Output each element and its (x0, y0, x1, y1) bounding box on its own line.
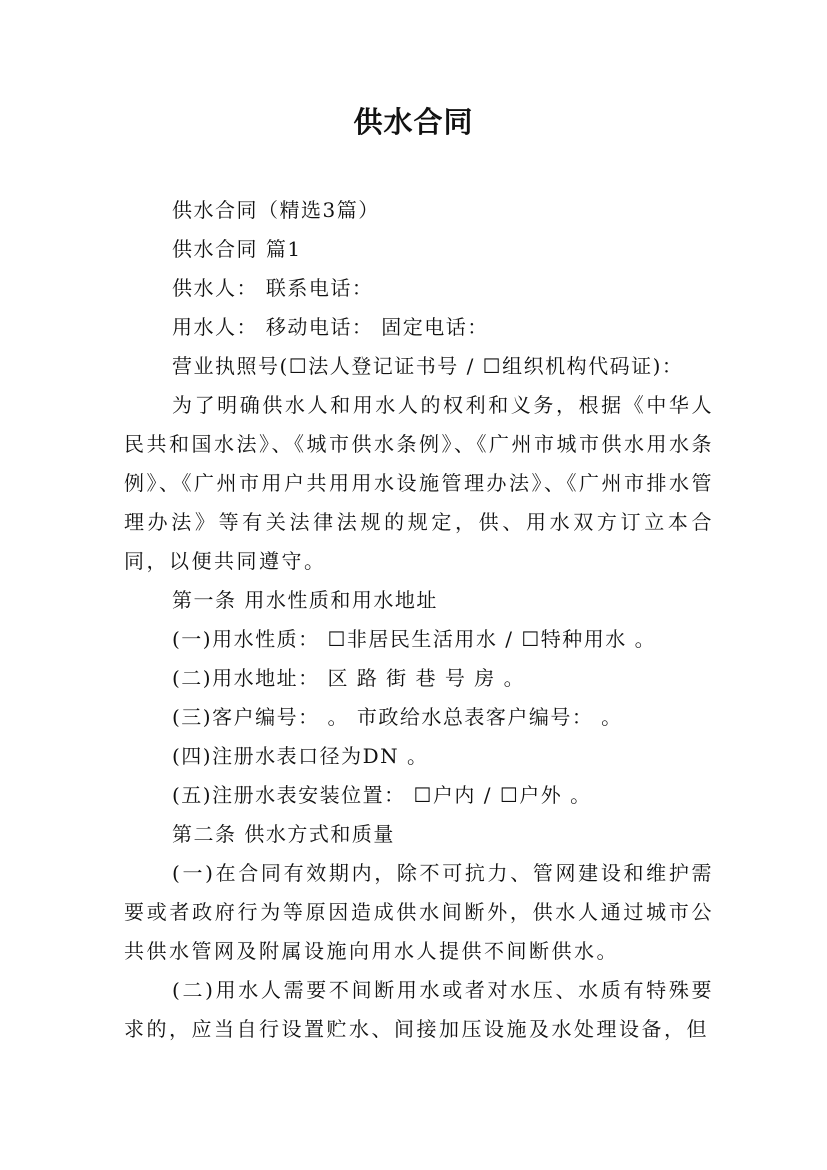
paragraph-item-1-1: (一)用水性质： ☐非居民生活用水 / ☐特种用水 。 (172, 627, 657, 651)
paragraph-user: 用水人： 移动电话： 固定电话： (172, 315, 489, 339)
paragraph-item-1-5: (五)注册水表安装位置： ☐户内 / ☐户外 。 (172, 783, 592, 807)
paragraph-subtitle: 供水合同（精选3篇） (172, 198, 380, 222)
paragraph-item-1-4: (四)注册水表口径为DN 。 (172, 744, 429, 768)
paragraph-article-1: 第一条 用水性质和用水地址 (172, 588, 438, 612)
document-body (124, 191, 714, 1049)
paragraph-item-1-2: (二)用水地址： 区 路 街 巷 号 房 。 (172, 666, 526, 690)
paragraph-license: 营业执照号(☐法人登记证书号 / ☐组织机构代码证)： (172, 354, 684, 378)
paragraph-item-1-3: (三)客户编号： 。 市政给水总表客户编号： 。 (172, 705, 623, 729)
paragraph-supplier: 供水人： 联系电话： (172, 276, 374, 300)
paragraph-preamble: 为了明确供水人和用水人的权利和义务，根据《中华人民共和国水法》、《城市供水条例》、《广州市城市供水用水条例》、《广州市用户共用用水设施管理办法》、《广州市排水管理办法》等有关法律法规的规定，供、用水双方订立本合同，以便共同遵守。 (124, 393, 714, 573)
paragraph-item-2-1: (一)在合同有效期内，除不可抗力、管网建设和维护需要或者政府行为等原因造成供水间断外，供水人通过城市公共供水管网及附属设施向用水人提供不间断供水。 (124, 861, 714, 963)
paragraph-section-heading: 供水合同 篇1 (172, 237, 302, 261)
paragraph-item-2-2: (二)用水人需要不间断用水或者对水压、水质有特殊要求的，应当自行设置贮水、间接加压设施及水处理设备，但 (124, 978, 714, 1041)
document-title: 供水合同 (353, 105, 474, 139)
paragraph-article-2: 第二条 供水方式和质量 (172, 822, 395, 846)
